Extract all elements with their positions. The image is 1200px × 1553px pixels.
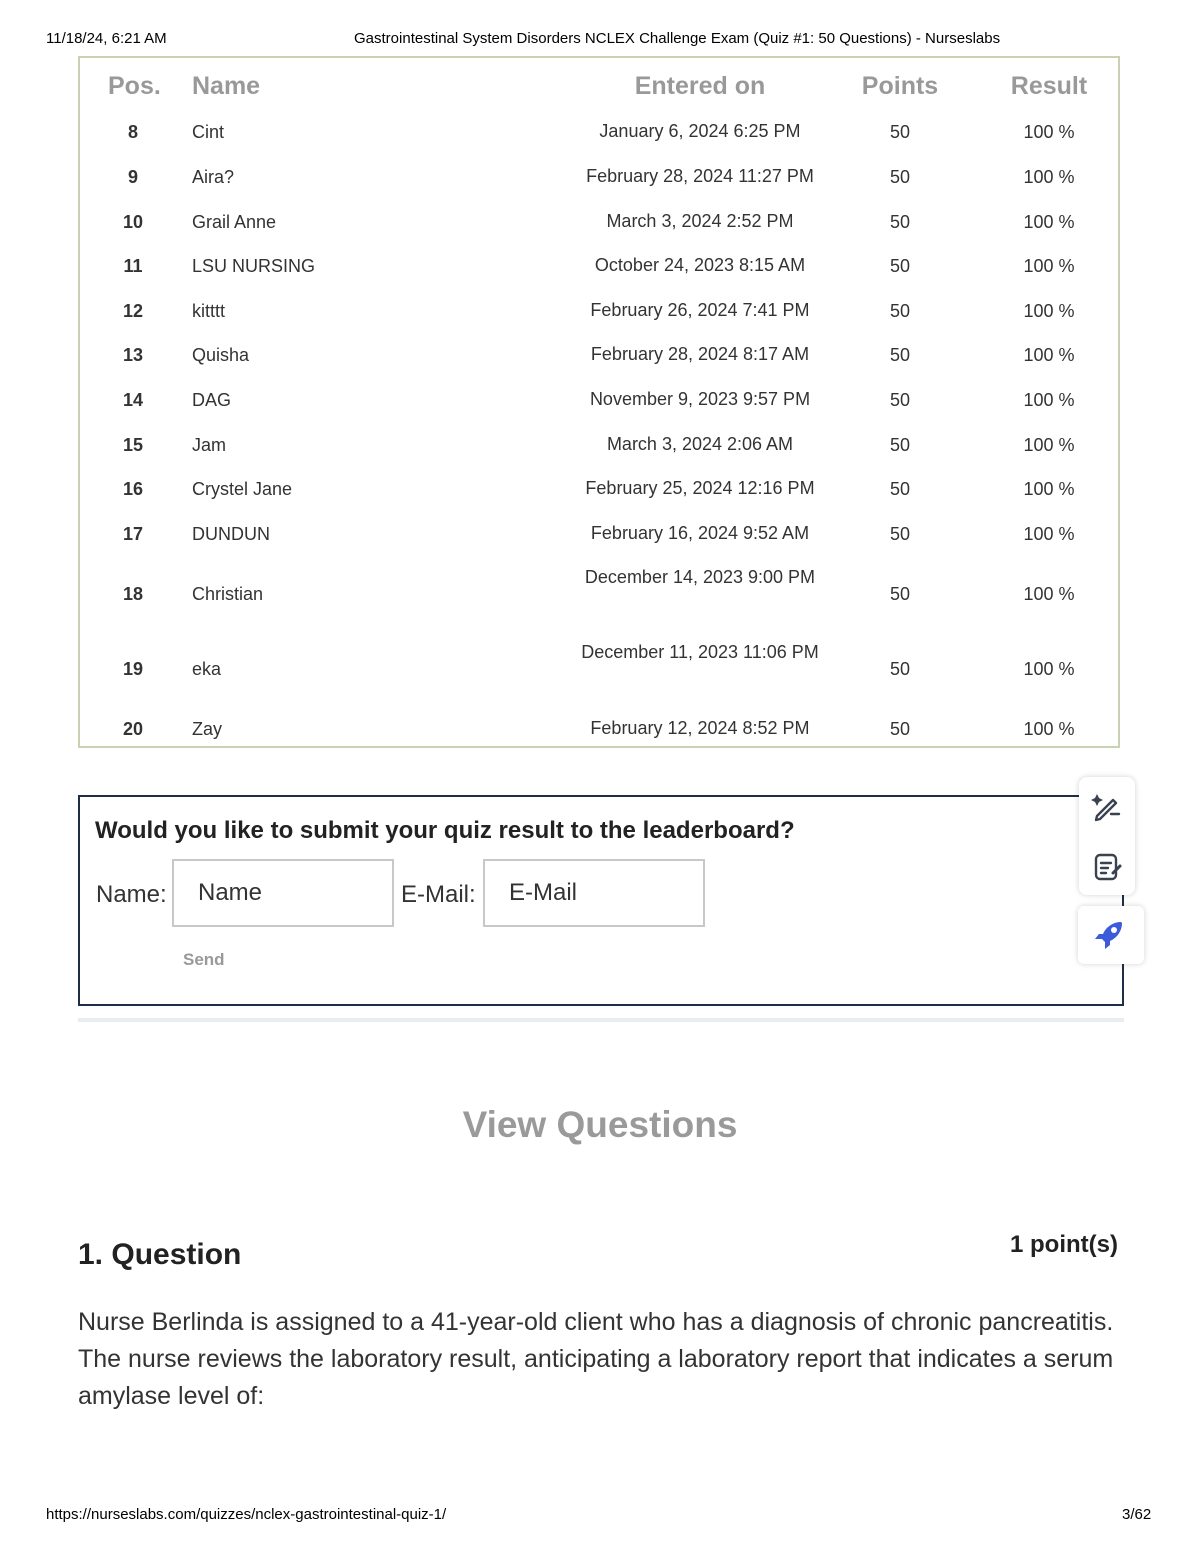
cell-name: Zay (192, 719, 223, 739)
print-datetime: 11/18/24, 6:21 AM (46, 30, 167, 47)
cell-pos: 10 (122, 212, 144, 232)
cell-result: 100 % (1023, 479, 1075, 499)
column-header-pos: Pos. (108, 72, 161, 100)
pen-sparkle-icon[interactable] (1089, 789, 1125, 825)
cell-result: 100 % (1023, 212, 1075, 232)
cell-entered-on: January 6, 2024 6:25 PM (599, 121, 801, 141)
print-header (0, 30, 1200, 50)
cell-points: 50 (889, 256, 911, 276)
view-questions-button[interactable]: View Questions (462, 1104, 738, 1145)
column-header-points: Points (861, 72, 939, 100)
cell-name: Crystel Jane (192, 479, 293, 499)
cell-pos: 11 (123, 256, 143, 276)
send-button[interactable]: Send (183, 950, 225, 969)
cell-points: 50 (889, 719, 911, 739)
print-url: https://nurseslabs.com/quizzes/nclex-gastrointestinal-quiz-1/ (46, 1506, 447, 1523)
cell-points: 50 (889, 524, 911, 544)
cell-points: 50 (889, 435, 911, 455)
cell-result: 100 % (1023, 584, 1075, 604)
cell-name: Christian (192, 584, 264, 604)
cell-points: 50 (889, 301, 911, 321)
cell-result: 100 % (1023, 719, 1075, 739)
cell-result: 100 % (1023, 390, 1075, 410)
cell-entered-on: February 16, 2024 9:52 AM (590, 523, 810, 543)
cell-points: 50 (889, 122, 911, 142)
cell-pos: 16 (122, 479, 144, 499)
cell-name: Jam (192, 435, 227, 455)
cell-points: 50 (889, 479, 911, 499)
email-label: E-Mail: (401, 881, 476, 908)
cell-entered-on: December 11, 2023 11:06 PM (581, 642, 819, 662)
leaderboard-submit-form (78, 795, 1124, 1006)
cell-pos: 17 (122, 524, 144, 544)
cell-points: 50 (889, 167, 911, 187)
section-divider (78, 1018, 1124, 1022)
print-page-title: Gastrointestinal System Disorders NCLEX Challenge Exam (Quiz #1: 50 Questions) - Nurseslabs (354, 30, 1001, 47)
cell-result: 100 % (1023, 122, 1075, 142)
column-header-result: Result (1010, 72, 1088, 100)
question-points: 1 point(s) (1010, 1231, 1118, 1258)
submit-prompt: Would you like to submit your quiz result to the leaderboard? (95, 817, 795, 844)
cell-name: eka (192, 659, 222, 679)
cell-entered-on: October 24, 2023 8:15 AM (594, 255, 806, 275)
cell-points: 50 (889, 584, 911, 604)
rocket-icon (1091, 917, 1127, 953)
cell-name: Cint (192, 122, 225, 142)
cell-pos: 14 (122, 390, 144, 410)
cell-result: 100 % (1023, 167, 1075, 187)
cell-result: 100 % (1023, 659, 1075, 679)
cell-pos: 13 (122, 345, 144, 365)
cell-pos: 12 (122, 301, 144, 321)
name-label: Name: (96, 881, 167, 908)
cell-entered-on: February 28, 2024 8:17 AM (590, 344, 810, 364)
cell-entered-on: March 3, 2024 2:06 AM (606, 434, 794, 454)
cell-pos: 20 (122, 719, 144, 739)
cell-result: 100 % (1023, 524, 1075, 544)
leaderboard-table (78, 56, 1120, 748)
cell-pos: 18 (122, 584, 144, 604)
cell-result: 100 % (1023, 435, 1075, 455)
cell-name: Grail Anne (192, 212, 277, 232)
cell-points: 50 (889, 212, 911, 232)
column-header-entered-on: Entered on (634, 72, 766, 100)
question-title: 1. Question (78, 1238, 242, 1271)
cell-result: 100 % (1023, 256, 1075, 276)
cell-pos: 9 (127, 167, 138, 187)
cell-points: 50 (889, 390, 911, 410)
cell-name: DUNDUN (192, 524, 270, 544)
cell-pos: 19 (122, 659, 144, 679)
rocket-button[interactable] (1078, 906, 1144, 964)
cell-entered-on: February 26, 2024 7:41 PM (590, 300, 810, 320)
cell-name: Aira? (192, 167, 235, 187)
cell-entered-on: March 3, 2024 2:52 PM (606, 211, 794, 231)
email-input[interactable]: E-Mail (483, 859, 705, 927)
cell-name: Quisha (192, 345, 250, 365)
cell-entered-on: February 28, 2024 11:27 PM (586, 166, 814, 186)
floating-tools-panel (1079, 777, 1135, 895)
cell-pos: 15 (122, 435, 144, 455)
cell-result: 100 % (1023, 301, 1075, 321)
page-number: 3/62 (1122, 1506, 1152, 1523)
cell-name: DAG (192, 390, 232, 410)
cell-entered-on: February 25, 2024 12:16 PM (585, 478, 815, 498)
cell-points: 50 (889, 659, 911, 679)
cell-pos: 8 (127, 122, 138, 142)
question-text: Nurse Berlinda is assigned to a 41-year-old client who has a diagnosis of chronic pancreatitis. The nurse reviews the laboratory result, anticipating a laboratory report that indicates a serum amylase level of: (78, 1308, 1114, 1410)
cell-entered-on: November 9, 2023 9:57 PM (589, 389, 811, 409)
cell-name: kitttt (192, 301, 226, 321)
column-header-name: Name (192, 72, 261, 100)
cell-entered-on: February 12, 2024 8:52 PM (590, 718, 810, 738)
cell-entered-on: December 14, 2023 9:00 PM (584, 567, 816, 587)
name-input[interactable]: Name (172, 859, 394, 927)
cell-result: 100 % (1023, 345, 1075, 365)
notes-icon[interactable] (1089, 849, 1125, 885)
cell-name: LSU NURSING (192, 256, 316, 276)
cell-points: 50 (889, 345, 911, 365)
